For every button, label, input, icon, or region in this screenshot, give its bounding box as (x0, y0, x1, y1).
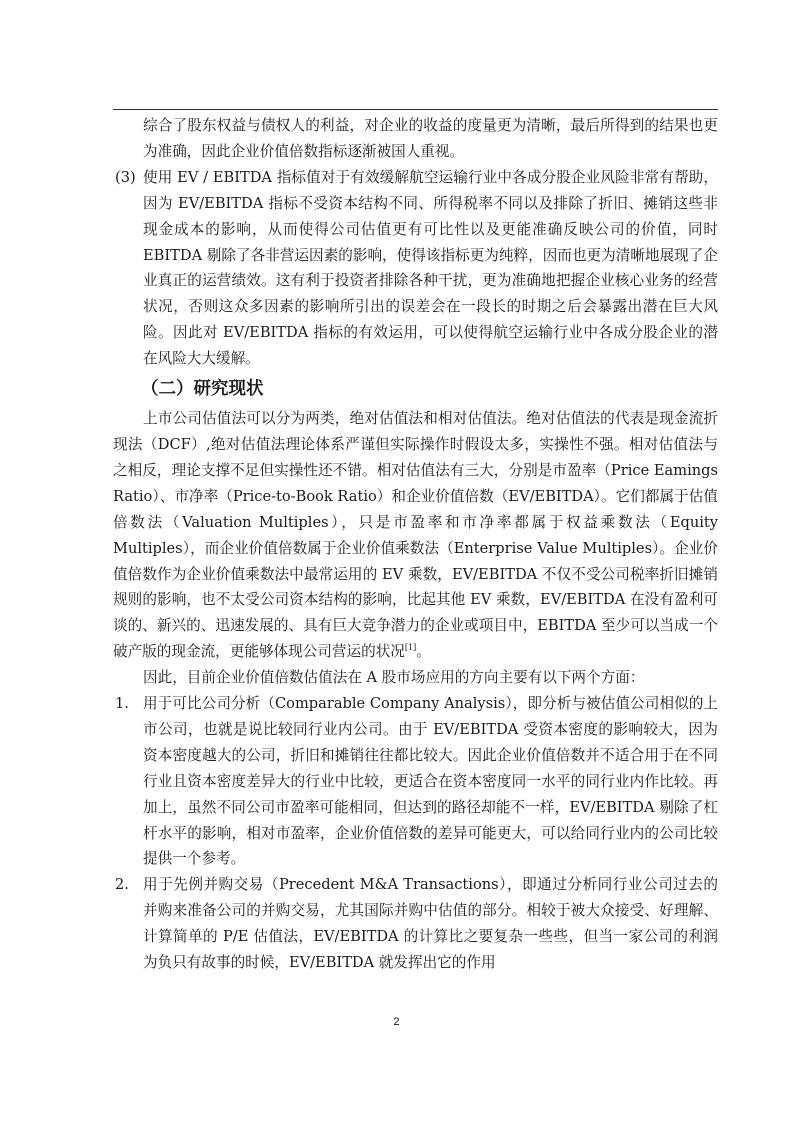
list-item-number: 2. (115, 876, 129, 894)
list-item-text: 用于先例并购交易（Precedent M&A Transactions），即通过分析同行业公司过去的并购来准备公司的并购交易，尤其国际并购中估值的部分。相较于被大众接受、好理解、计算简单的 P/E 估值法，EV/EBITDA 的计算比之要复杂一些些，但当一家公司的利润为负只有故事的时候，EV/EBITDA 就发挥出它的作用 (143, 876, 718, 972)
list-item-text: 使用 EV / EBITDA 指标值对于有效缓解航空运输行业中各成分股企业风险非常有帮助，因为 EV/EBITDA 指标不受资本结构不同、所得税率不同以及排除了折旧、摊销这些非现金成本的影响，从而使得公司估值更有可比性以及更能准确反映公司的价值，同时 EBITDA 剔除了各非营运因素的影响，使得该指标更为纯粹，因而也更为清晰地展现了企业真正的运营绩效。这有利于投资者排除各种干扰，更为准确地把握企业核心业务的经营状况，否则这众多因素的影响所引出的误差会在一段长的时期之后会暴露出潜在巨大风险。因此对 EV/EBITDA 指标的有效运用，可以使得航空运输行业中各成分股企业的潜在风险大大缓解。 (143, 168, 718, 368)
page-number: 2 (393, 1016, 400, 1028)
header-rule (113, 109, 718, 110)
citation-marker: [1] (404, 643, 417, 653)
continuation-paragraph (113, 113, 718, 165)
list-item-text: 用于可比公司分析（Comparable Company Analysis），即分析与被估值公司相似的上市公司，也就是说比较同行业内公司。由于 EV/EBITDA 受资本密度的影响较大，因为资本密度越大的公司，折旧和摊销往往都比较大。因此企业价值倍数并不适合用于在不同行业且资本密度差异大的行业中比较，更适合在资本密度同一水平的同行业内作比较。再加上，虽然不同公司市盈率可能相同，但达到的路径却能不一样，EV/EBITDA 剔除了杠杆水平的影响，相对市盈率，企业价值倍数的差异可能更大，可以给同行业内的公司比较提供一个参考。 (143, 695, 718, 868)
body-paragraph-2 (113, 665, 718, 691)
list-item-1 (113, 691, 718, 872)
paragraph-text: 上市公司估值法可以分为两类，绝对估值法和相对估值法。绝对估值法的代表是现金流折现法（DCF）,绝对估值法理论体系严谨但实际操作时假设太多，实操性不强。相对估值法与之相反，理论支撑不足但实操性还不错。相对估值法有三大，分别是市盈率（Price Eamings Ratio）、市净率（Price-to-Book Ratio）和企业价值倍数（EV/EBITDA）。它们都属于估值倍数法（Valuation Multiples），只是市盈率和市净率都属于权益乘数法（Equity Multiples），而企业价值倍数属于企业价值乘数法（Enterprise Value Multiples）。企业价值倍数作为企业价值乘数法中最常运用的 EV 乘数，EV/EBITDA 不仅不受公司税率折旧摊销规则的影响，也不太受公司资本结构的影响，比起其他 EV 乘数，EV/EBITDA 在没有盈利可谈的、新兴的、迅速发展的、具有巨大竞争潜力的企业或项目中，EBITDA 至少可以当成一个破产版的现金流，更能够体现公司营运的状况 (113, 410, 718, 661)
continuation-text: 综合了股东权益与债权人的利益，对企业的收益的度量更为清晰，最后所得到的结果也更为准确，因此企业价值倍数指标逐渐被国人重视。 (143, 117, 718, 160)
list-item-2 (113, 872, 718, 976)
list-item-number: 1. (115, 695, 129, 713)
list-item-3 (113, 165, 718, 372)
page-body (113, 113, 718, 976)
list-item-number: (3) (115, 168, 136, 186)
body-paragraph-1 (113, 406, 718, 665)
paragraph-end: 。 (416, 643, 431, 661)
section-heading: （二）研究现状 (141, 379, 264, 400)
paragraph-text: 因此，目前企业价值倍数估值法在 A 股市场应用的方向主要有以下两个方面： (143, 669, 645, 687)
